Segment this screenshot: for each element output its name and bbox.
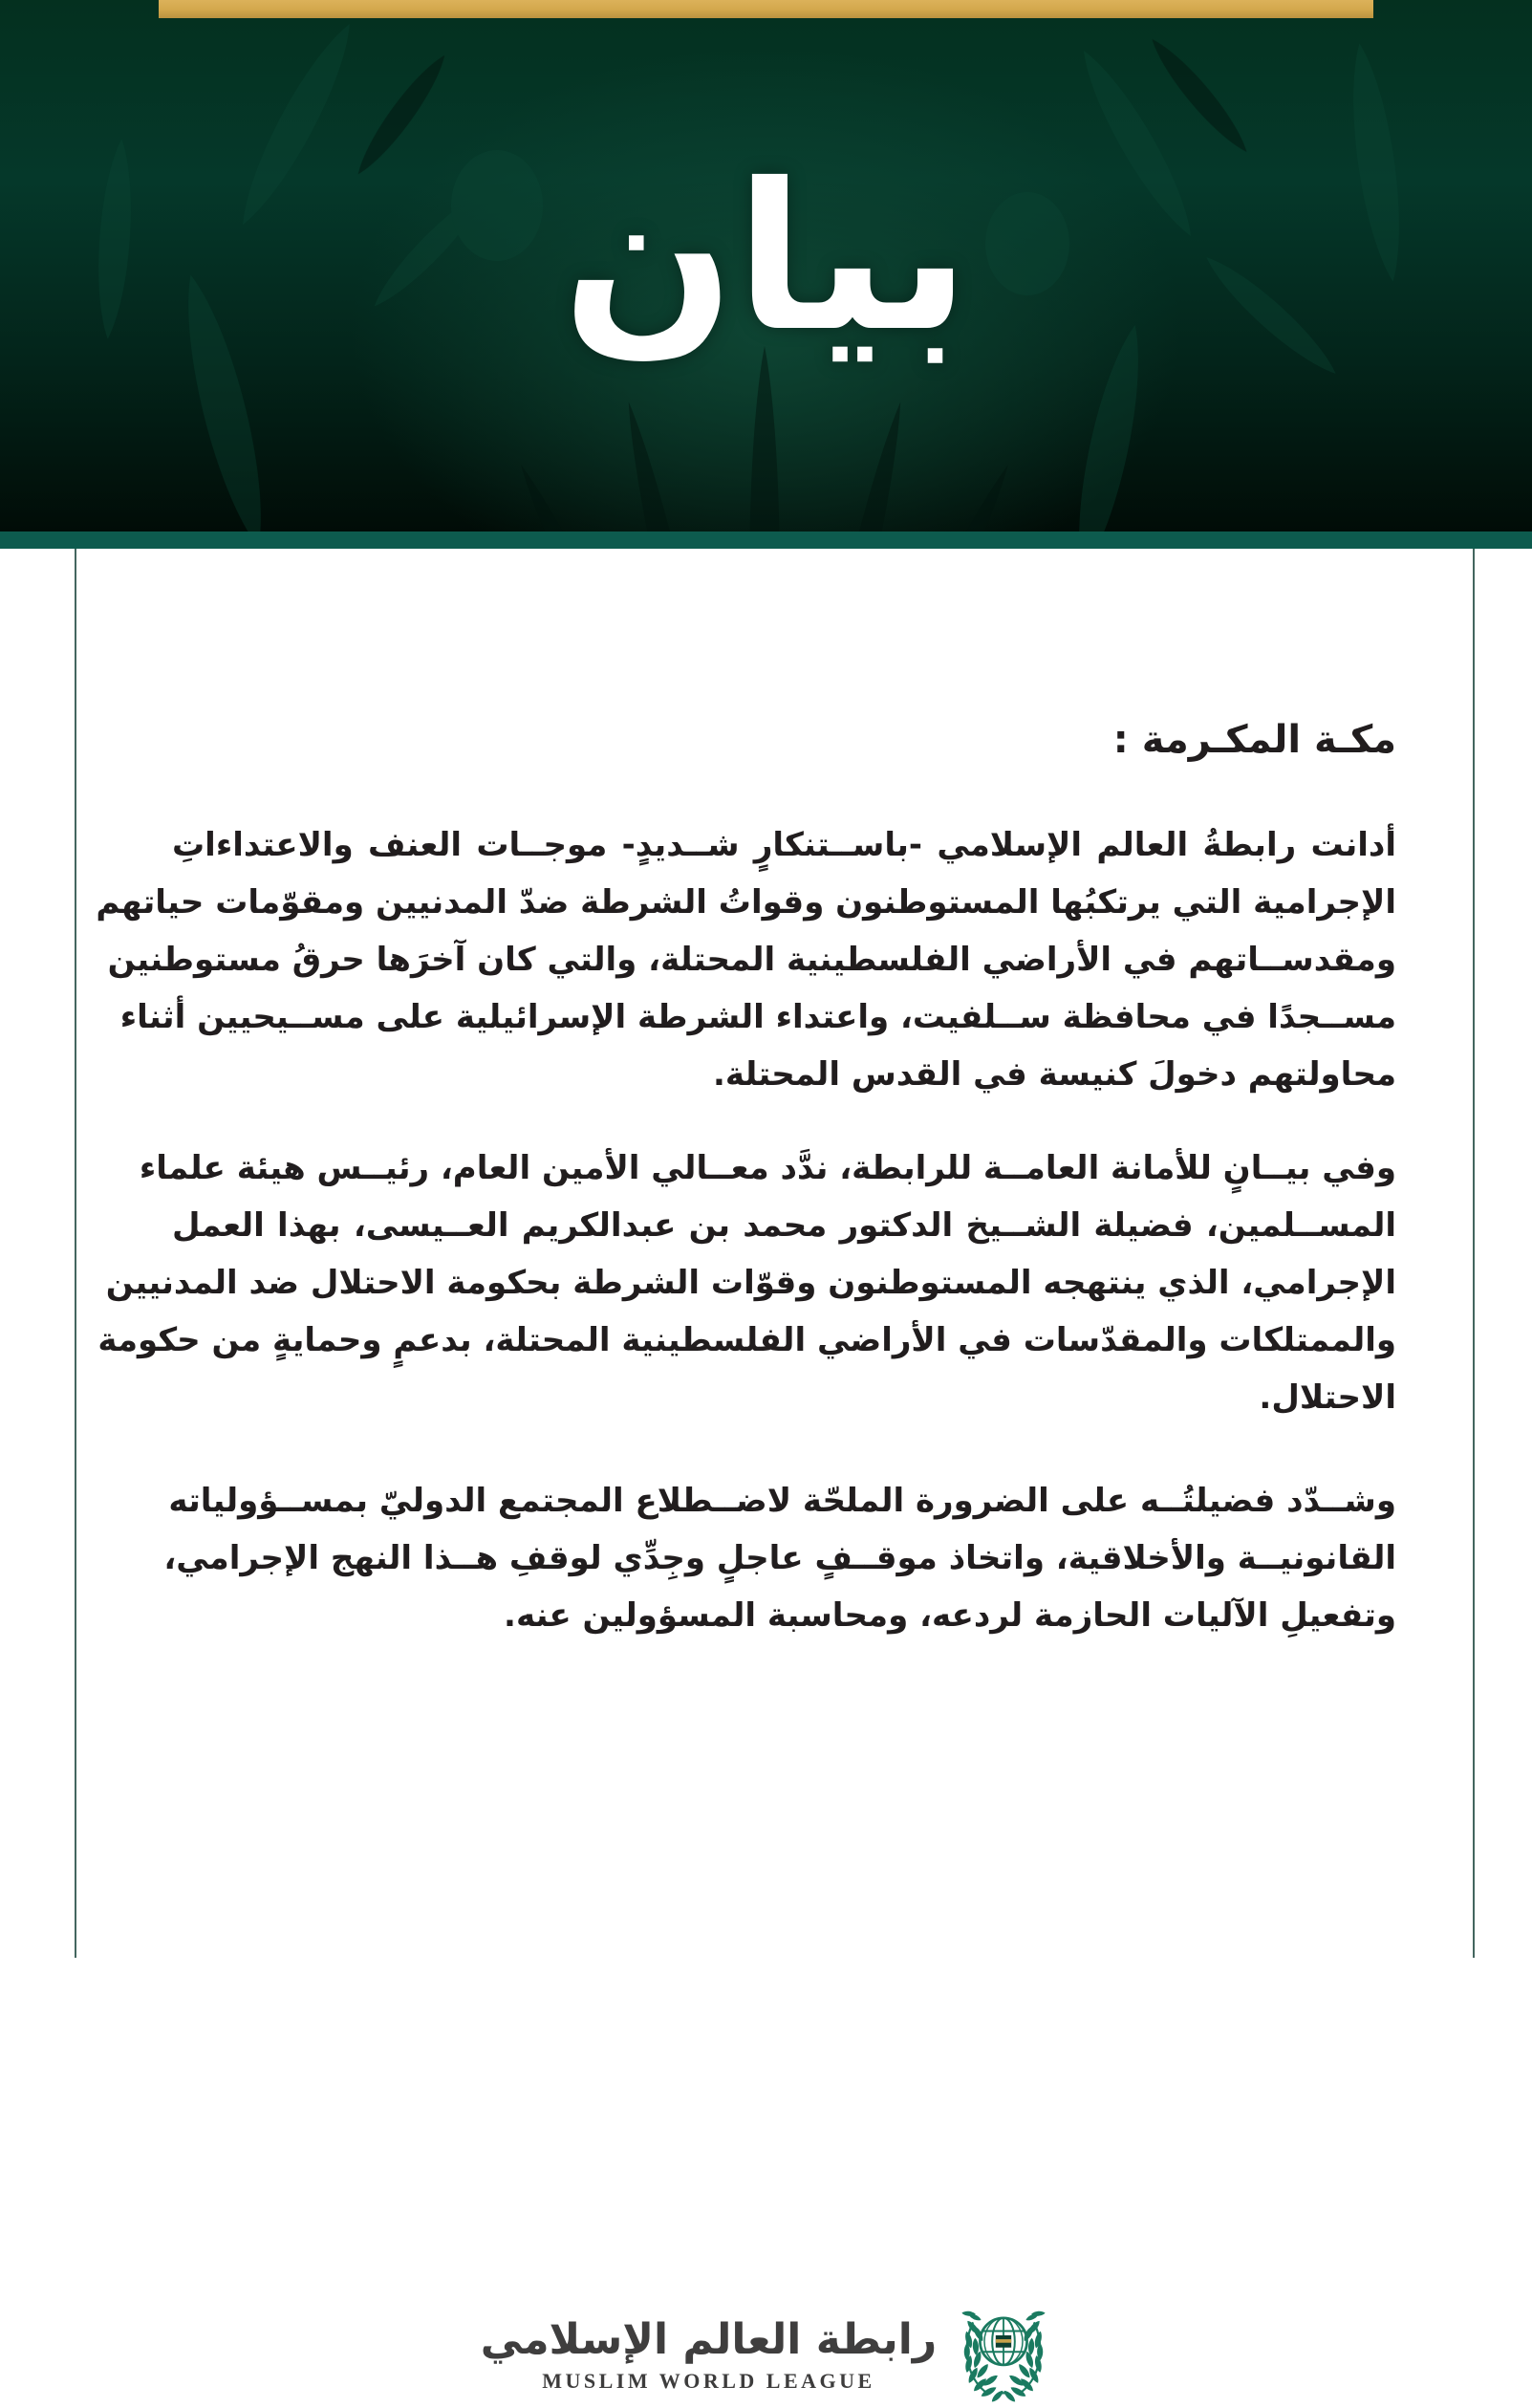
paragraph-line: الإجرامي، الذي ينتهجه المستوطنون وقوّات الشرطة بحكومة الاحتلال ضد المدنيين — [105, 1264, 1396, 1302]
paragraph-line: القانونيــة والأخلاقية، واتخاذ موقــفٍ عاجلٍ وجِدِّي لوقفِ هــذا النهج الإجرامي، — [163, 1539, 1396, 1577]
statement-paragraph — [96, 816, 1396, 1103]
paragraph-line: أدانت رابطةُ العالم الإسلامي -باســتنكارٍ شــديدٍ- موجــات العنف والاعتداءاتِ — [172, 826, 1396, 864]
statement-paragraph — [163, 1472, 1396, 1644]
paragraph-line: الاحتلال. — [1259, 1378, 1396, 1417]
statement-body — [0, 549, 1532, 1644]
header-banner — [0, 0, 1532, 531]
paragraph-line: وفي بيــانٍ للأمانة العامــة للرابطة، ندَّد معــالي الأمين العام، رئيــس هيئة علماء — [139, 1149, 1396, 1187]
paragraph-line: ومقدســاتهم في الأراضي الفلسطينية المحتلة، والتي كان آخرَها حرقُ مستوطنين — [107, 941, 1396, 979]
paragraph-line: الإجرامية التي يرتكبُها المستوطنون وقواتُ الشرطة ضدّ المدنيين ومقوّمات حياتهم — [96, 883, 1396, 922]
paragraph-line: محاولتهم دخولَ كنيسة في القدس المحتلة. — [712, 1055, 1396, 1094]
org-name-english: MUSLIM WORLD LEAGUE — [542, 2369, 875, 2394]
org-logo — [0, 2301, 1532, 2408]
paragraph-line: والممتلكات والمقدّسات في الأراضي الفلسطينية المحتلة، بدعمٍ وحمايةٍ من حكومة — [97, 1321, 1396, 1359]
paragraph-line: وشــدّد فضيلتُــه على الضرورة الملحّة لاضــطلاع المجتمع الدوليّ بمســؤولياته — [168, 1482, 1396, 1520]
statement-paragraph — [97, 1139, 1396, 1426]
org-logo-text — [481, 2315, 937, 2395]
paragraph-line: المســلمين، فضيلة الشــيخ الدكتور محمد بن عبدالكريم العــيسى، بهذا العمل — [172, 1206, 1396, 1245]
location-heading: مكـة المكـرمة : — [1112, 718, 1396, 762]
statement-title-calligraphy: بيان — [562, 140, 970, 376]
content-frame — [0, 549, 1532, 2394]
paragraph-line: وتفعيلِ الآليات الحازمة لردعه، ومحاسبة المسؤولين عنه. — [504, 1596, 1396, 1635]
mwl-globe-wreath-emblem-icon — [956, 2301, 1051, 2408]
teal-divider-strip — [0, 531, 1532, 549]
org-name-arabic: رابطة العالم الإسلامي — [480, 2314, 938, 2364]
paragraph-line: مســجدًا في محافظة ســلفيت، واعتداء الشرطة الإسرائيلية على مســيحيين أثناء — [119, 998, 1396, 1036]
